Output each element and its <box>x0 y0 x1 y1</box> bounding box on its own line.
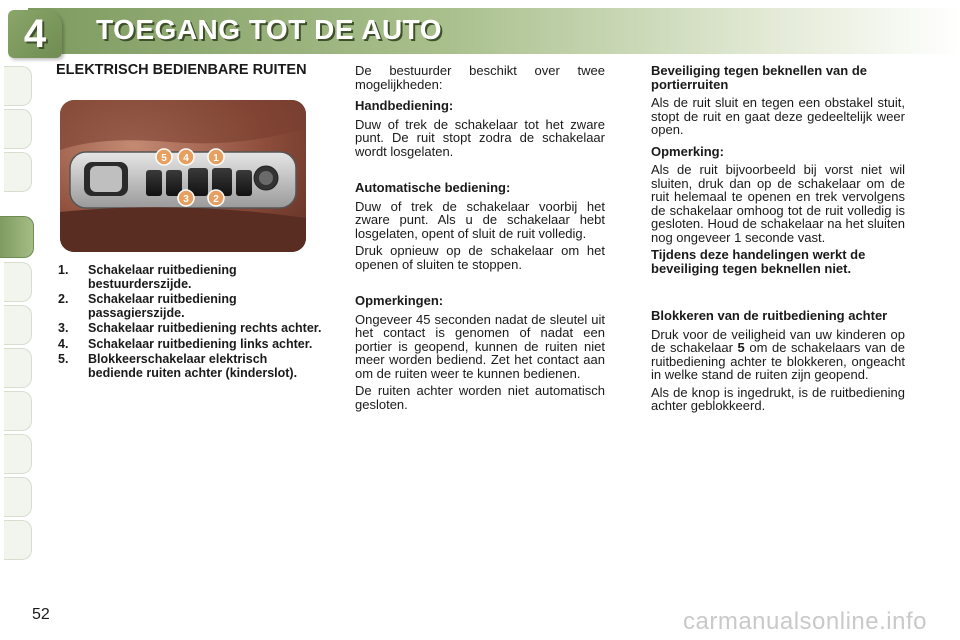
notes-paragraph: Ongeveer 45 seconden nadat de sleutel uit het contact is genomen of nadat een portier is geopend, kunnen de ruiten niet meer worden bediend. Zet het contact aan om de ruiten weer te kunnen bedienen. <box>355 311 605 381</box>
side-tab-9[interactable] <box>4 434 32 474</box>
manual-heading: Handbediening: <box>355 98 454 113</box>
child-lock-paragraph: Druk voor de veiligheid van uw kinderen op de schakelaar 5 om de schakelaars van de ruitbediening achter te blokkeren, ongeacht in welke stand de ruiten zijn geopend. <box>651 326 905 382</box>
pinch-protection-paragraph: Als de ruit sluit en tegen een obstakel stuit, stopt de ruit en gaat deze gedeeltelijk weer open. <box>651 95 905 137</box>
svg-text:1: 1 <box>213 153 219 164</box>
notes-paragraph-2: De ruiten achter worden niet automatisch gesloten. <box>355 383 605 412</box>
auto-paragraph: Duw of trek de schakelaar voorbij het zware punt. Als u de schakelaar hebt losgelaten, opent of sluit de ruit volledig. <box>355 198 605 241</box>
svg-text:2: 2 <box>213 194 219 205</box>
side-tab-11[interactable] <box>4 520 32 560</box>
section-title: ELEKTRISCH BEDIENBARE RUITEN <box>56 62 307 78</box>
intro-paragraph: De bestuurder beschikt over twee mogelijkheden: <box>355 63 605 92</box>
page-number: 52 <box>32 606 50 623</box>
callout-3 <box>178 190 194 206</box>
numbered-legend-list <box>58 264 322 382</box>
side-tab-2[interactable] <box>4 109 32 149</box>
chapter-number: 4 <box>23 11 47 56</box>
auto-paragraph-2: Druk opnieuw op de schakelaar om het openen of sluiten te stoppen. <box>355 243 605 272</box>
list-item: 3. Schakelaar ruitbediening rechts achter. <box>58 321 322 335</box>
window-switch-figure <box>60 100 306 252</box>
notes-heading: Opmerkingen: <box>355 293 444 308</box>
auto-heading: Automatische bediening: <box>355 180 511 195</box>
callout-layer <box>60 100 306 252</box>
svg-text:4: 4 <box>183 153 189 164</box>
chapter-tab-column <box>0 66 34 576</box>
callout-1 <box>208 149 224 165</box>
remark-heading: Opmerking: <box>651 143 724 159</box>
svg-text:3: 3 <box>183 194 189 205</box>
watermark: carmanualsonline.info <box>683 608 927 635</box>
remark-paragraph: Als de ruit bijvoorbeeld bij vorst niet wil sluiten, druk dan op de schakelaar om de ruit helemaal te openen en trek vervolgens de schakelaar omhoog tot de ruit volledig is gesloten. Houd de schakelaar na het sluiten nog ongeveer 1 seconde vast. <box>651 162 905 245</box>
side-tab-8[interactable] <box>4 391 32 431</box>
callout-4 <box>178 149 194 165</box>
list-item: 5. Blokkeerschakelaar elektrisch bediende ruiten achter (kinderslot). <box>58 352 298 380</box>
side-tab-6[interactable] <box>4 305 32 345</box>
chapter-title: TOEGANG TOT DE AUTO <box>96 14 443 45</box>
list-item: 2. Schakelaar ruitbediening passagierszijde. <box>58 292 237 320</box>
child-lock-paragraph-2: Als de knop is ingedrukt, is de ruitbediening achter geblokkeerd. <box>651 384 905 413</box>
side-tab-5[interactable] <box>4 262 32 302</box>
child-lock-heading: Blokkeren van de ruitbediening achter <box>651 308 888 323</box>
callout-5 <box>156 149 172 165</box>
side-tab-10[interactable] <box>4 477 32 517</box>
chapter-tab <box>8 10 62 58</box>
callout-2 <box>208 190 224 206</box>
pinch-protection-heading: Beveiliging tegen beknellen van de portierruiten <box>651 63 868 92</box>
side-tab-1[interactable] <box>4 66 32 106</box>
side-tab-3[interactable] <box>4 152 32 192</box>
side-tab-active[interactable] <box>0 216 34 258</box>
column-two <box>355 64 605 411</box>
column-three <box>651 64 905 413</box>
list-item: 4. Schakelaar ruitbediening links achter. <box>58 336 313 351</box>
list-item: 1. Schakelaar ruitbediening bestuurderszijde. <box>58 263 237 291</box>
side-tab-7[interactable] <box>4 348 32 388</box>
manual-paragraph: Duw of trek de schakelaar tot het zware punt. De ruit stopt zodra de schakelaar wordt losgelaten. <box>355 116 605 159</box>
remark-warning: Tijdens deze handelingen werkt de beveiliging tegen beknellen niet. <box>651 247 866 276</box>
svg-text:5: 5 <box>161 153 167 164</box>
